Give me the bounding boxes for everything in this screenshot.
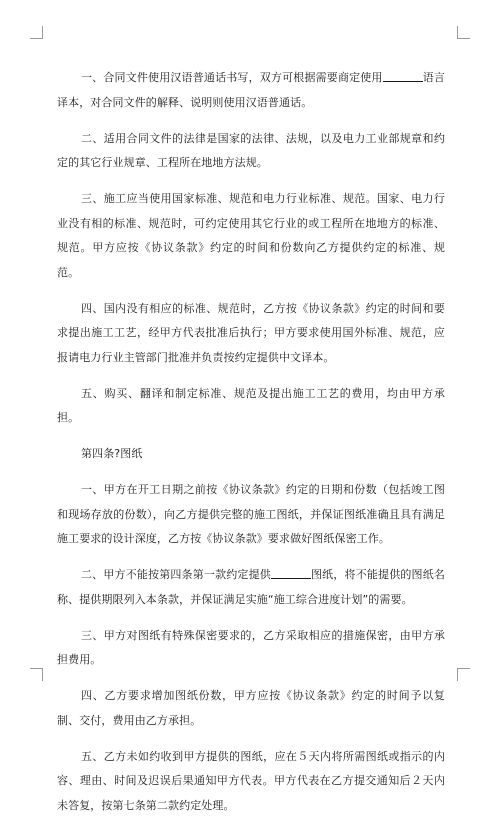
paragraph-applicable-law: 二、适用合同文件的法律是国家的法律、法规，以及电力工业部规章和约定的其它行业规章、工程所在地地方法规。 xyxy=(57,131,445,169)
paragraph-extra-copies: 四、乙方要求增加图纸份数，甲方应按《协议条款》约定的时间予以复制、交付，费用由乙方承担。 xyxy=(57,689,445,727)
paragraph-text: 图纸，将不能提供的图纸名称、提供期限列入本条款，并保证满足实施“施工综合进度计划”的需要。 xyxy=(57,568,446,606)
blank-fill-line xyxy=(271,565,311,579)
paragraph-drawings-confidentiality: 三、甲方对图纸有特殊保密要求的，乙方采取相应的措施保密，由甲方承担费用。 xyxy=(57,628,445,666)
paragraph-language xyxy=(57,66,445,115)
paragraph-text: 二、甲方不能按第四条第一款约定提供 xyxy=(81,568,271,581)
paragraph-standards-costs: 五、购买、翻译和制定标准、规范及提出施工工艺的费用，均由甲方承担。 xyxy=(57,386,445,424)
paragraph-text: 一、合同文件使用汉语普通话书写，双方可根据需要商定使用 xyxy=(81,71,383,84)
paragraph-no-domestic-standards: 四、国内没有相应的标准、规范时，乙方按《协议条款》约定的时间和要求提出施工工艺，经甲方代表批准后执行；甲方要求使用国外标准、规范，应报请电力行业主管部门批准并负责按约定提供中文译本。 xyxy=(57,301,445,364)
section-heading-drawings: 第四条?图纸 xyxy=(81,447,143,460)
document-body xyxy=(57,66,445,830)
blank-fill-line xyxy=(383,68,423,82)
paragraph-missing-drawings: 五、乙方未如约收到甲方提供的图纸，应在５天内将所需图纸或指示的内容、理由、时间及迟误后果通知甲方代表。甲方代表在乙方提交通知后２天内未答复，按第七条第二款约定处理。 xyxy=(57,749,445,812)
paragraph-standards: 三、施工应当使用国家标准、规范和电力行业标准、规范。国家、电力行业没有相的标准、规范时，可约定使用其它行业的或工程所在地地方的标准、规范。甲方应按《协议条款》约定的时间和份数向乙方提供约定的标准、规范。 xyxy=(57,192,445,279)
paragraph-text: 语言译本，对合同文件的解释、说明则使用汉语普通话。 xyxy=(57,71,446,109)
paragraph-drawings-provision: 一、甲方在开工日期之前按《协议条款》约定的日期和份数（包括竣工图和现场存放的份数），向乙方提供完整的施工图纸，并保证图纸准确且具有满足施工要求的设计深度，乙方按《协议条款》要求做好图纸保密工作。 xyxy=(57,483,445,545)
paragraph-drawings-delay xyxy=(57,563,445,612)
